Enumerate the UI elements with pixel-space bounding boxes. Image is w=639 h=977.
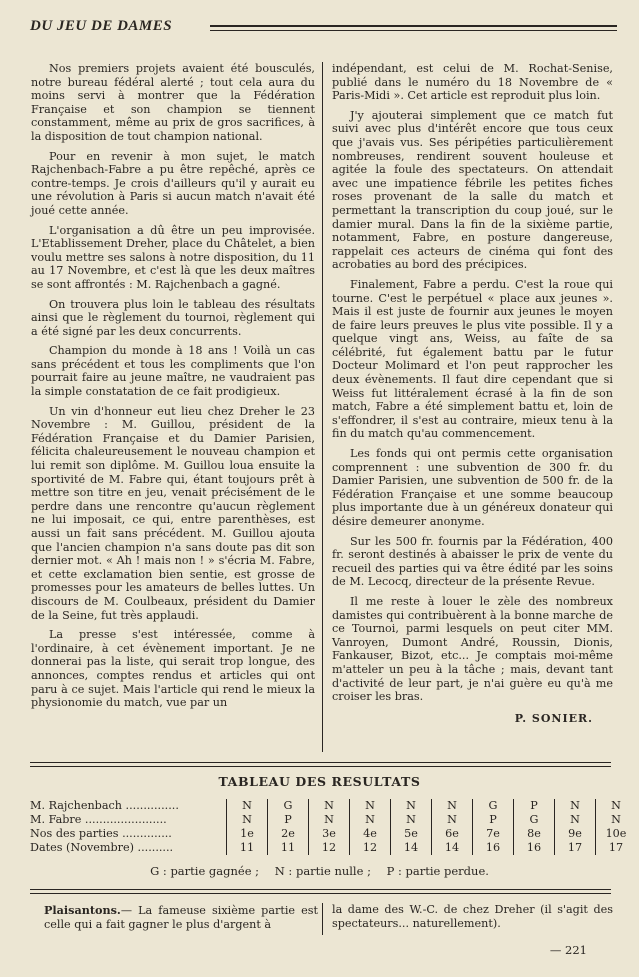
table-cell: P (268, 813, 309, 827)
bottom-note-right: la dame des W.-C. de chez Dreher (il s'agit des spectateurs... naturellement). (332, 903, 613, 930)
table-cell: 6e (432, 827, 473, 841)
table-cell: N (596, 813, 637, 827)
bottom-note-left (44, 903, 318, 932)
table-cell: 9e (555, 827, 596, 841)
table-cell: N (596, 799, 637, 813)
table-cell: 3e (309, 827, 350, 841)
table-cell: 17 (555, 841, 596, 855)
table-cell: P (473, 813, 514, 827)
table-cell: 11 (268, 841, 309, 855)
table-cell: N (555, 799, 596, 813)
paragraph: Pour en revenir à mon sujet, le match Rajchenbach-Fabre a pu être repêché, après ce contre-temps. Je crois d'ailleurs qu'il y aurait eu une révolution à Paris si aucun match n'avait été joué cette année. (31, 149, 315, 217)
paragraph: J'y ajouterai simplement que ce match fut suivi avec plus d'intérêt encore que tous ceux que j'avais vus. Ses péripéties particulièrement nombreuses, rendirent souvent houleuse et agitée la foule des spectateurs. On attendait avec une impatience fébrile les petites fiches roses provenant de la salle du match et permettant la transcription du coup joué, sur le damier mural. Dans la fin de la sixième partie, notamment, Fabre, en posture dangereuse, rappelait ces acteurs de cinéma qui font des acrobaties au bord des précipices. (332, 108, 613, 272)
table-row (30, 841, 636, 855)
table-cell: 4e (350, 827, 391, 841)
header-rule (210, 25, 617, 31)
paragraph: Finalement, Fabre a perdu. C'est la roue qui tourne. C'est le perpétuel « place aux jeunes ». Mais il est juste de fournir aux jeunes le moyen de faire leurs preuves le plus vite possible. Il y a quelque vingt ans, Weiss, au faîte de sa célébrité, fut également battu par le futur Docteur Molimard et l'on peut rapprocher les deux évènements. Il faut dire cependant que si Weiss fut littéralement écrasé à la fin de son match, Fabre a été simplement battu et, loin de s'effondrer, il s'est au contraire, mieux tenu à la fin du match qu'au commencement. (332, 277, 613, 441)
table-cell: 16 (473, 841, 514, 855)
table-cell: N (309, 813, 350, 827)
row-label: Nos des parties .............. (30, 827, 172, 840)
table-cell: G (268, 799, 309, 813)
table-cell: N (432, 813, 473, 827)
table-cell: 10e (596, 827, 637, 841)
legend-item: N : partie nulle ; (274, 864, 371, 878)
table-row (30, 799, 636, 813)
legend-item: G : partie gagnée ; (150, 864, 260, 878)
table-cell: N (391, 813, 432, 827)
author-signature: P. SONIER. (514, 711, 593, 725)
table-cell: N (227, 799, 268, 813)
paragraph: Champion du monde à 18 ans ! Voilà un cas sans précédent et tous les compliments que l'on pourrait faire au jeune maître, ne vaudraient pas la simple constatation de ce fait prodigieux. (31, 344, 315, 399)
table-cell: 16 (514, 841, 555, 855)
table-cell: 12 (350, 841, 391, 855)
paragraph: Un vin d'honneur eut lieu chez Dreher le 23 Novembre : M. Guillou, président de la Fédération Française et du Damier Parisien, félicita chaleureusement le nouveau champion et lui remit son diplôme. M. Guillou loua ensuite la sportivité de M. Fabre qui, étant toujours prêt à mettre son titre en jeu, venait précisément de le perdre dans une rencontre qu'aucun règlement ne lui imposait, ce qui, entre parenthèses, est aussi un fait sans précédent. M. Guillou ajouta que l'ancien champion n'a sans doute pas dit son dernier mot. « Ah ! mais non ! » s'écria M. Fabre, et cette exclamation bien sentie, est grosse de promesses pour les amateurs de belles luttes. Un discours de M. Coulbeaux, président du Damier de la Seine, fut très applaudi. (31, 404, 315, 622)
table-cell: 7e (473, 827, 514, 841)
note-text: — La fameuse sixième partie est celle qui a fait gagner le plus d'argent à (44, 904, 318, 931)
table-cell: N (309, 799, 350, 813)
paragraph: Il me reste à louer le zèle des nombreux damistes qui contribuèrent à la bonne marche de ce Tournoi, parmi lesquels on peut citer MM. Vanroyen, Dumont André, Roussin, Dionis, Fankauser, Bizot, etc... Je comptais moi-même m'atteler un peu à la tâche ; mais, devant tant d'activité de leur part, je n'ai guère eu qu'à me croiser les bras. (332, 594, 613, 704)
table-row (30, 827, 636, 841)
legend-item: P : partie perdue. (386, 864, 489, 878)
note-heading: Plaisantons. (44, 903, 121, 917)
paragraph: Nos premiers projets avaient été bousculés, notre bureau fédéral alerté ; tout cela aura du moins servi à montrer que la Fédération Française et son champion se tiennent constamment, même au prix de gros sacrifices, à la disposition de tout champion national. (31, 62, 315, 143)
column-divider (322, 62, 323, 752)
table-cell: N (432, 799, 473, 813)
table-cell: N (555, 813, 596, 827)
table-cell: 14 (391, 841, 432, 855)
journal-title: DU JEU DE DAMES (30, 18, 173, 34)
column-divider (322, 903, 323, 935)
paragraph: indépendant, est celui de M. Rochat-Senise, publié dans le numéro du 18 Novembre de « Paris-Midi ». Cet article est reproduit plus loin. (332, 62, 613, 103)
table-cell: 1e (227, 827, 268, 841)
row-label: Dates (Novembre) .......... (30, 841, 174, 854)
table-title: TABLEAU DES RESULTATS (218, 774, 421, 789)
table-cell: N (227, 813, 268, 827)
paragraph: La presse s'est intéressée, comme à l'ordinaire, à cet évènement important. Je ne donnerai pas la liste, qui serait trop longue, des annonces, comptes rendus et articles qui ont paru à ce sujet. Mais l'article qui rend le mieux la physionomie du match, vue par un (31, 628, 315, 710)
table-cell: 17 (596, 841, 637, 855)
table-cell: 12 (309, 841, 350, 855)
paragraph: L'organisation a dû être un peu improvisée. L'Etablissement Dreher, place du Châtelet, a bien voulu mettre ses salons à notre disposition, du 11 au 17 Novembre, et c'est là que les deux maîtres se sont affrontés : M. Rajchenbach a gagné. (31, 223, 315, 291)
row-label: M. Rajchenbach ............... (30, 799, 179, 812)
results-table (30, 799, 636, 855)
table-cell: N (350, 799, 391, 813)
section-rule (30, 762, 611, 767)
table-cell: 2e (268, 827, 309, 841)
table-cell: N (391, 799, 432, 813)
running-header (28, 18, 617, 40)
page-number: — 221 (549, 943, 587, 957)
table-cell: G (473, 799, 514, 813)
table-cell: 14 (432, 841, 473, 855)
table-cell: P (514, 799, 555, 813)
table-cell: N (350, 813, 391, 827)
paragraph: Sur les 500 fr. fournis par la Fédération, 400 fr. seront destinés à abaisser le prix de vente du recueil des parties qui va être édité par les soins de M. Lecocq, directeur de la présente Revue. (332, 534, 613, 589)
paragraph: On trouvera plus loin le tableau des résultats ainsi que le règlement du tournoi, règlement qui a été signé par les deux concurrents. (31, 297, 315, 338)
paragraph: Les fonds qui ont permis cette organisation comprennent : une subvention de 300 fr. du Damier Parisien, une subvention de 500 fr. de la Fédération Française et une somme beaucoup plus importante due à un généreux donateur qui désire demeurer anonyme. (332, 447, 613, 528)
table-cell: G (514, 813, 555, 827)
table-row (30, 813, 636, 827)
right-column (332, 62, 613, 725)
table-cell: 5e (391, 827, 432, 841)
table-cell: 8e (514, 827, 555, 841)
bottom-note (28, 903, 613, 953)
results-legend (0, 864, 639, 878)
section-rule (30, 889, 611, 894)
left-column (31, 62, 315, 716)
row-label: M. Fabre ....................... (30, 813, 167, 826)
table-cell: 11 (227, 841, 268, 855)
article-columns (28, 62, 613, 752)
